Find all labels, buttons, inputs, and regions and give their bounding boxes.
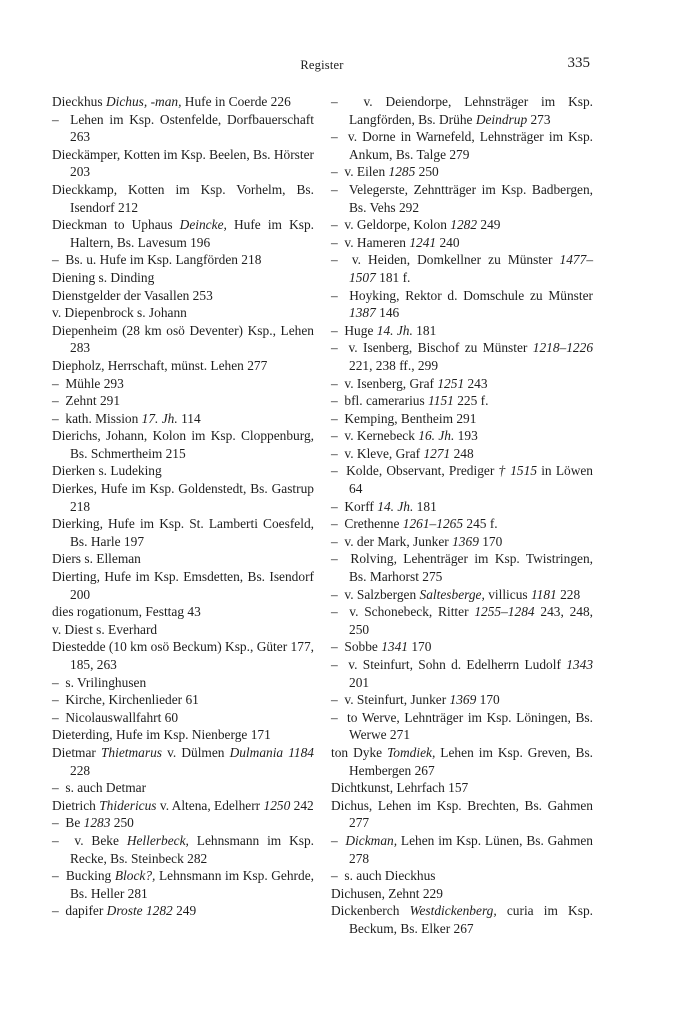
index-entry-text: Lehen im Ksp. Ostenfelde, Dorfbauerschaft 263 [70, 111, 314, 145]
index-subentry [331, 638, 593, 656]
index-entry-italic-text: 1251 [437, 375, 465, 391]
index-entry-italic-text: 1477–1507 [349, 252, 594, 285]
index-subentry [331, 867, 593, 885]
index-entry-text: 273 [527, 111, 551, 127]
index-entry-text: in Löwen 64 [349, 463, 594, 497]
index-entry-italic-text: Block?, [114, 868, 156, 884]
index-entry-text: Diening s. Dinding [52, 269, 155, 285]
index-entry-text: Dietmar [52, 744, 101, 760]
index-subentry [331, 709, 593, 744]
index-entry-text: Dierken s. Ludeking [52, 463, 162, 479]
index-entry-text: v. Diest s. Everhard [52, 621, 158, 637]
index-entry-text: v. der Mark, Junker [344, 533, 453, 549]
index-entry-italic-text: † 1515 [498, 463, 538, 479]
index-entry-text: Dierking, Hufe im Ksp. St. Lamberti Coesfeld, Bs. Harle 197 [52, 516, 314, 549]
index-entry-text: 240 [436, 234, 460, 250]
index-subentry [52, 814, 314, 832]
index-entry-italic-text: 1181 [530, 586, 557, 602]
index-entry-italic-text: Hellerbeck, [126, 832, 189, 848]
index-entry-italic-text: 17. Jh. [141, 410, 178, 426]
index-subentry [331, 234, 593, 252]
index-subentry [331, 181, 593, 216]
index-entry [52, 357, 314, 375]
index-entry-italic-text: Deindrup [475, 111, 528, 127]
index-subentry [331, 128, 593, 163]
index-entry-italic-text: 1343 [566, 657, 594, 672]
index-subentry [331, 93, 593, 128]
index-entry-italic-text: 1261–1265 [402, 516, 464, 532]
index-entry-text: v. Diepenbrock s. Johann [52, 305, 187, 321]
index-entry [52, 304, 314, 322]
index-entry-text: Dieckhus [52, 94, 106, 109]
index-entry-text: Lehnsmann im Ksp. Recke, Bs. Steinbeck 282 [70, 832, 315, 866]
index-entry-text: curia im Ksp. Beckum, Bs. Elker 267 [349, 903, 593, 936]
index-entry-text: 225 f. [453, 393, 489, 409]
index-entry-text: Diers s. Elleman [52, 551, 141, 567]
index-subentry [331, 586, 593, 604]
index-entry-text: Lehen im Ksp. Lünen, Bs. Gahmen 278 [349, 832, 594, 866]
index-entry-text: s. auch Detmar [65, 780, 147, 796]
index-entry-italic-text: Dulmania 1184 [229, 744, 314, 760]
index-entry-italic-text: 1387 [349, 305, 376, 321]
index-entry-text: v. Schonebeck, Ritter [349, 604, 475, 620]
index-column-right [331, 93, 593, 938]
index-entry-text: Hoyking, Rektor d. Domschule zu Münster [349, 287, 594, 303]
index-entry-text: v. Beke [74, 832, 127, 848]
index-entry-text: 243 [464, 375, 488, 391]
index-entry-text: Dieterding, Hufe im Ksp. Nienberge 171 [52, 727, 271, 743]
index-subentry [331, 515, 593, 533]
index-entry-text: 114 [177, 410, 201, 426]
index-entry [331, 779, 593, 797]
index-entry-italic-text: Dickman, [345, 832, 398, 848]
index-entry-text: v. Isenberg, Graf [344, 375, 438, 391]
index-entry-text: v. Kernebeck [344, 428, 419, 444]
index-subentry [331, 533, 593, 551]
index-subentry [331, 339, 593, 374]
index-subentry [331, 251, 593, 286]
index-entry-text: Dickenberch [331, 903, 410, 919]
index-subentry [331, 498, 593, 516]
index-entry-text: Huge [344, 322, 377, 338]
index-entry-text: 250 [110, 815, 134, 831]
index-subentry [52, 251, 314, 269]
index-entry-text: 170 [408, 639, 432, 655]
index-entry-text: v. Altena, Edelherr [156, 797, 264, 813]
index-subentry [52, 709, 314, 727]
index-entry [52, 269, 314, 287]
index-entry-italic-text: Dichus, -man, [105, 94, 182, 109]
index-entry-text: 249 [172, 903, 197, 919]
index-entry-text: Lehen im Ksp. Greven, Bs. Hembergen 267 [349, 744, 593, 778]
index-entry-text: dapifer [65, 903, 107, 919]
index-entry-text: Kolde, Observant, Prediger [346, 463, 499, 479]
index-entry [52, 216, 314, 251]
index-entry-text: v. Kleve, Graf [344, 445, 424, 461]
index-entry-italic-text: 1283 [83, 815, 111, 831]
index-subentry [331, 550, 593, 585]
index-entry-text: Korff [344, 498, 378, 514]
index-subentry [331, 832, 593, 867]
index-subentry [331, 287, 593, 322]
index-entry-text: v. Hameren [344, 234, 410, 250]
index-entry-text: Mühle 293 [65, 375, 124, 391]
index-entry-text: Hufe in Coerde 226 [181, 94, 291, 109]
index-entry-text: Diestedde (10 km osö Beckum) Ksp., Güter 177, 185, 263 [52, 639, 314, 672]
index-column-left [52, 93, 314, 920]
index-subentry [331, 216, 593, 234]
index-entry-text: v. Geldorpe, Kolon [344, 217, 451, 233]
index-subentry [331, 603, 593, 638]
index-entry-text: 170 [478, 533, 503, 549]
index-entry [52, 603, 314, 621]
index-subentry [331, 691, 593, 709]
index-entry-text: dies rogationum, Festtag 43 [52, 604, 201, 620]
index-entry-text: Crethenne [344, 516, 403, 532]
index-entry-italic-text: Thidericus [99, 797, 157, 813]
index-entry-text: 193 [454, 428, 478, 444]
index-subentry [52, 902, 314, 920]
index-entry-text: v. Heiden, Domkellner zu Münster [351, 252, 560, 268]
page-header [52, 55, 592, 78]
index-entry-text: v. Eilen [344, 164, 389, 180]
index-entry-text: 170 [476, 692, 500, 708]
index-entry-italic-text: Westdickenberg, [409, 903, 497, 919]
index-subentry [331, 427, 593, 445]
index-entry [52, 550, 314, 568]
index-entry-text: kath. Mission [65, 410, 142, 426]
index-entry-text: Diepholz, Herrschaft, münst. Lehen 277 [52, 357, 268, 373]
index-entry-italic-text: 1369 [452, 533, 479, 549]
index-entry-text: Nicolauswallfahrt 60 [65, 709, 179, 725]
index-subentry [331, 375, 593, 393]
index-entry-italic-text: 1151 [428, 393, 454, 409]
index-entry-text: 221, 238 ff., 299 [349, 357, 439, 373]
index-entry [52, 797, 314, 815]
index-entry [52, 480, 314, 515]
index-entry-text: Be [65, 815, 84, 831]
index-entry-italic-text: 1369 [449, 692, 477, 708]
index-subentry [52, 779, 314, 797]
index-entry-italic-text: 1255–1284 [474, 604, 535, 620]
index-entry-text: 201 [349, 674, 370, 690]
index-entry [52, 744, 314, 779]
index-entry [52, 726, 314, 744]
index-subentry [331, 163, 593, 181]
index-entry-italic-text: 16. Jh. [418, 428, 455, 444]
index-subentry [331, 410, 593, 428]
index-entry-text: Hufe im Ksp. Haltern, Bs. Lavesum 196 [70, 217, 314, 250]
index-entry-text: 181 f. [375, 269, 411, 285]
index-entry-text: v. Steinfurt, Junker [344, 692, 450, 708]
index-entry-italic-text: 1241 [409, 234, 437, 250]
index-entry-text: Zehnt 291 [65, 393, 121, 409]
index-entry [52, 462, 314, 480]
index-entry-text: Dieckämper, Kotten im Ksp. Beelen, Bs. Hörster 203 [52, 146, 315, 180]
index-entry-text: Rolving, Lehenträger im Ksp. Twistringen, Bs. Marhorst 275 [349, 551, 593, 585]
index-entry-text: Kemping, Bentheim 291 [344, 410, 477, 426]
index-entry-text: Bucking [65, 868, 115, 884]
index-entry-italic-text: Droste 1282 [106, 903, 173, 919]
index-entry-text: v. Isenberg, Bischof zu Münster [348, 340, 533, 356]
index-entry-italic-text: Saltesberge, [419, 586, 485, 602]
index-entry [331, 885, 593, 903]
index-entry-italic-text: 1271 [423, 445, 451, 461]
index-entry-text: v. Dorne in Warnefeld, Lehnsträger im Ksp. Ankum, Bs. Talge 279 [347, 129, 593, 162]
index-entry-italic-text: 14. Jh. [376, 322, 413, 338]
index-entry-text: 248 [450, 445, 474, 461]
index-entry [52, 287, 314, 305]
index-entry-text: Dichusen, Zehnt 229 [331, 885, 443, 901]
index-entry-text: Dierichs, Johann, Kolon im Ksp. Cloppenburg, Bs. Schmertheim 215 [52, 428, 314, 461]
index-subentry [52, 410, 314, 428]
index-entry-text: 245 f. [463, 516, 498, 532]
index-entry-text: 228 [556, 586, 581, 602]
index-entry [331, 744, 593, 779]
index-entry-text: 242 [290, 797, 314, 813]
index-entry [52, 638, 314, 673]
index-entry-text: v. Dülmen [161, 744, 230, 760]
index-entry-text: 146 [375, 305, 400, 321]
index-entry-text: Dienstgelder der Vasallen 253 [52, 287, 213, 303]
index-entry-text: v. Steinfurt, Sohn d. Edelherrn Ludolf [348, 657, 567, 672]
index-entry [52, 181, 314, 216]
index-entry-text: ton Dyke [331, 744, 388, 760]
index-entry-italic-text: 1341 [381, 639, 408, 655]
index-subentry [52, 674, 314, 692]
index-subentry [331, 322, 593, 340]
index-entry [52, 621, 314, 639]
index-subentry [52, 832, 314, 867]
index-entry-text: Bs. u. Hufe im Ksp. Langförden 218 [65, 252, 262, 268]
index-entry-text: Lehnsmann im Ksp. Gehrde, Bs. Heller 281 [70, 868, 315, 901]
index-entry-italic-text: Tomdiek, [387, 744, 436, 760]
index-subentry [52, 375, 314, 393]
index-entry [52, 568, 314, 603]
index-entry [331, 902, 593, 937]
index-entry-text: v. Deiendorpe, Lehnsträger im Ksp. Langförden, Bs. Drühe [349, 94, 593, 127]
index-entry-text: s. Vrilinghusen [65, 674, 147, 690]
index-entry-italic-text: 1282 [450, 217, 478, 233]
index-subentry [52, 867, 314, 902]
index-entry-text: 243, 248, 250 [349, 604, 594, 637]
index-entry-text: Velegerste, Zehntträger im Ksp. Badbergen, Bs. Vehs 292 [348, 181, 593, 215]
index-entry-text: Dierting, Hufe im Ksp. Emsdetten, Bs. Isendorf 200 [52, 569, 314, 602]
index-entry-text: Sobbe [344, 639, 382, 655]
index-entry-text: v. Salzbergen [344, 586, 420, 602]
index-entry-text: Diepenheim (28 km osö Deventer) Ksp., Lehen 283 [52, 322, 314, 356]
index-entry-text: 181 [413, 498, 437, 514]
index-entry-text: s. auch Dieckhus [344, 868, 436, 884]
index-entry-text: 249 [477, 217, 501, 233]
index-entry [52, 515, 314, 550]
index-entry-text: bfl. camerarius [344, 393, 429, 409]
index-entry-italic-text: Thietmarus [100, 744, 162, 760]
index-entry-italic-text: 14. Jh. [377, 498, 414, 514]
index-entry-text: 228 [70, 762, 91, 778]
index-entry [52, 93, 314, 111]
index-entry-text: Dieckman to Uphaus [52, 217, 180, 233]
index-entry [52, 146, 314, 181]
index-entry-text: 250 [415, 164, 439, 180]
running-title: Register [300, 58, 344, 72]
index-entry [331, 797, 593, 832]
index-entry-text: villicus [484, 586, 531, 602]
index-subentry [331, 445, 593, 463]
index-entry-text: Dichtkunst, Lehrfach 157 [331, 780, 469, 796]
index-entry [52, 322, 314, 357]
index-entry-text: Kirche, Kirchenlieder 61 [65, 692, 199, 708]
index-entry [52, 427, 314, 462]
index-subentry [52, 111, 314, 146]
index-entry-italic-text: Deincke, [179, 217, 227, 233]
index-entry-italic-text: 1285 [388, 164, 416, 180]
index-subentry [331, 656, 593, 691]
page-number: 335 [567, 55, 590, 71]
index-subentry [331, 392, 593, 410]
index-subentry [331, 462, 593, 497]
index-entry-italic-text: 1250 [263, 797, 291, 813]
index-entry-text: Dichus, Lehen im Ksp. Brechten, Bs. Gahmen 277 [331, 797, 593, 831]
index-subentry [52, 691, 314, 709]
index-entry-text: 181 [412, 322, 437, 338]
index-entry-text: Dieckkamp, Kotten im Ksp. Vorhelm, Bs. Isendorf 212 [52, 181, 314, 215]
index-entry-text: to Werve, Lehnträger im Ksp. Löningen, Bs. Werwe 271 [347, 709, 593, 743]
index-entry-italic-text: 1218–1226 [532, 340, 594, 356]
index-entry-text: Dietrich [52, 797, 100, 813]
index-entry-text: Dierkes, Hufe im Ksp. Goldenstedt, Bs. Gastrup 218 [52, 481, 314, 514]
index-subentry [52, 392, 314, 410]
